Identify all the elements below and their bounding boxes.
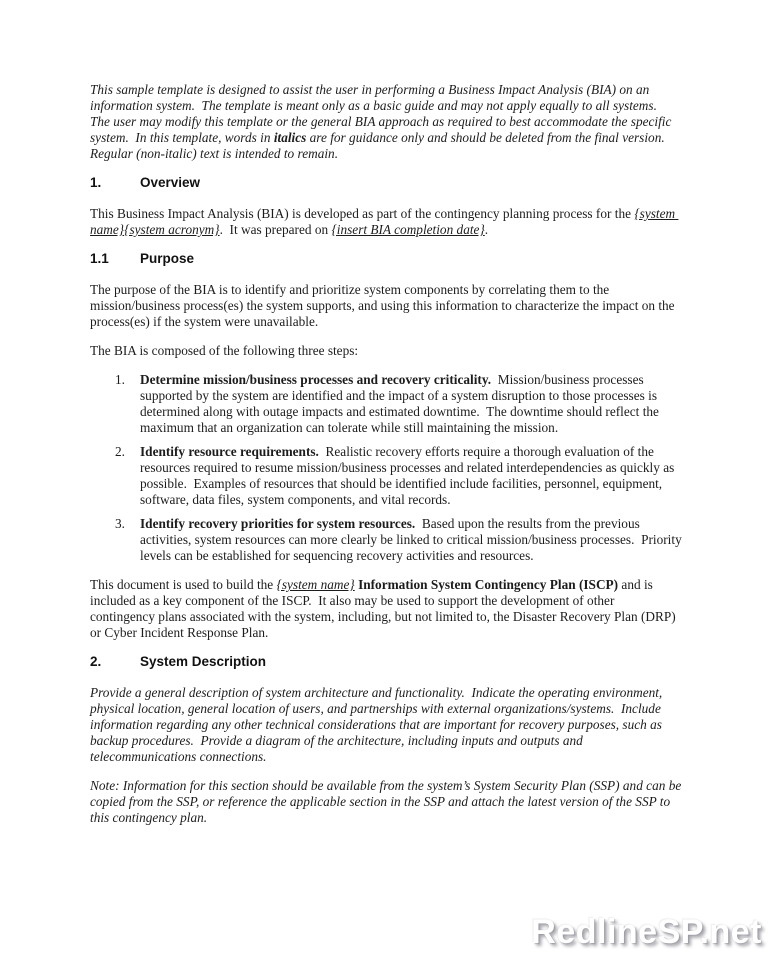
text-run: {insert BIA completion date} xyxy=(331,222,485,237)
section-heading xyxy=(90,175,682,191)
list-item-number: 2. xyxy=(115,444,125,459)
text-run: Information System Contingency Plan (ISCP) xyxy=(358,577,619,592)
text-run: The BIA is composed of the following three steps: xyxy=(90,343,359,358)
paragraph xyxy=(90,577,682,641)
document-content xyxy=(90,82,686,839)
text-run: Based upon the results from the previous activities, system resources can more clearly be linked to critical mission/business processes. Priority levels can be established for sequencing recovery activities and resources. xyxy=(140,516,686,563)
text-run: are for guidance only and should be deleted from the final version. Regular (non-italic) text is intended to remain. xyxy=(90,130,672,161)
section-number: 1. xyxy=(90,175,102,190)
paragraph xyxy=(90,82,682,162)
list-item-text xyxy=(140,372,682,436)
text-run: Note: Information for this section should be available from the system’s System Security Plan (SSP) and can be copied from the SSP, or reference the applicable section in the SSP and attach the latest version of the SSP to this contingency plan. xyxy=(90,778,685,825)
list-item-number: 3. xyxy=(115,516,125,531)
list-item xyxy=(90,372,682,436)
paragraph xyxy=(90,282,682,330)
section-title: System Description xyxy=(140,654,267,669)
text-run: This sample template is designed to assist the user in performing a Business Impact Analysis (BIA) on an information system. The template is meant only as a basic guide and may not apply equally to all systems. The user may modify this template or the general BIA approach as required to best accommodate the specific system. In this template, words in xyxy=(90,82,675,145)
section-heading xyxy=(90,654,682,670)
section-number: 2. xyxy=(90,654,102,669)
text-run: Mission/business processes supported by the system are identified and the impact of a system disruption to those processes is determined along with outage impacts and estimated downtime. The downtime should reflect the maximum that an organization can tolerate while still maintaining the mission. xyxy=(140,372,663,435)
list-item xyxy=(90,516,686,564)
section-title: Overview xyxy=(140,175,201,190)
paragraph xyxy=(90,778,685,826)
text-run: {system name} xyxy=(276,577,355,592)
text-run: . xyxy=(484,222,489,237)
text-run: Identify recovery priorities for system resources. xyxy=(140,516,416,531)
text-run: {system name} xyxy=(90,206,679,237)
paragraph xyxy=(90,685,682,765)
watermark: RedlineSP.net xyxy=(531,913,762,951)
text-run: and is included as a key component of the ISCP. It also may be used to support the development of other contingency plans associated with the system, including, but not limited to, the Disaster Recovery Plan (DRP) or Cyber Incident Response Plan. xyxy=(90,577,680,640)
text-run: Provide a general description of system architecture and functionality. Indicate the operating environment, physical location, general location of users, and partnerships with external organizations/systems. Include information regarding any other technical considerations that are important for recovery purposes, such as backup procedures. Provide a diagram of the architecture, including inputs and outputs and telecommunications connections. xyxy=(90,685,666,764)
text-run: . It was prepared on xyxy=(219,222,332,237)
list-item-number: 1. xyxy=(115,372,125,387)
section-title: Purpose xyxy=(140,251,195,266)
list-item xyxy=(90,444,682,508)
section-number: 1.1 xyxy=(90,251,109,266)
list-item-text xyxy=(140,516,686,564)
text-run: This document is used to build the xyxy=(90,577,277,592)
list-item-text xyxy=(140,444,682,508)
text-run: The purpose of the BIA is to identify and prioritize system components by correlating them to the mission/business process(es) the system supports, and using this information to characterize the impact on the process(es) if the system were unavailable. xyxy=(90,282,678,329)
text-run: {system acronym} xyxy=(124,222,220,237)
text-run: Identify resource requirements. xyxy=(140,444,319,459)
text-run: Determine mission/business processes and recovery criticality. xyxy=(140,372,492,387)
text-run: Realistic recovery efforts require a thorough evaluation of the resources required to resume mission/business processes and related interdependencies as quickly as possible. Examples of resources that should be identified include facilities, personnel, equipment, software, data files, system components, and vital records. xyxy=(140,444,678,507)
paragraph xyxy=(90,343,682,359)
text-run: This Business Impact Analysis (BIA) is developed as part of the contingency planning process for the xyxy=(90,206,635,221)
text-run: italics xyxy=(273,130,307,145)
paragraph xyxy=(90,206,682,238)
section-heading xyxy=(90,251,682,267)
